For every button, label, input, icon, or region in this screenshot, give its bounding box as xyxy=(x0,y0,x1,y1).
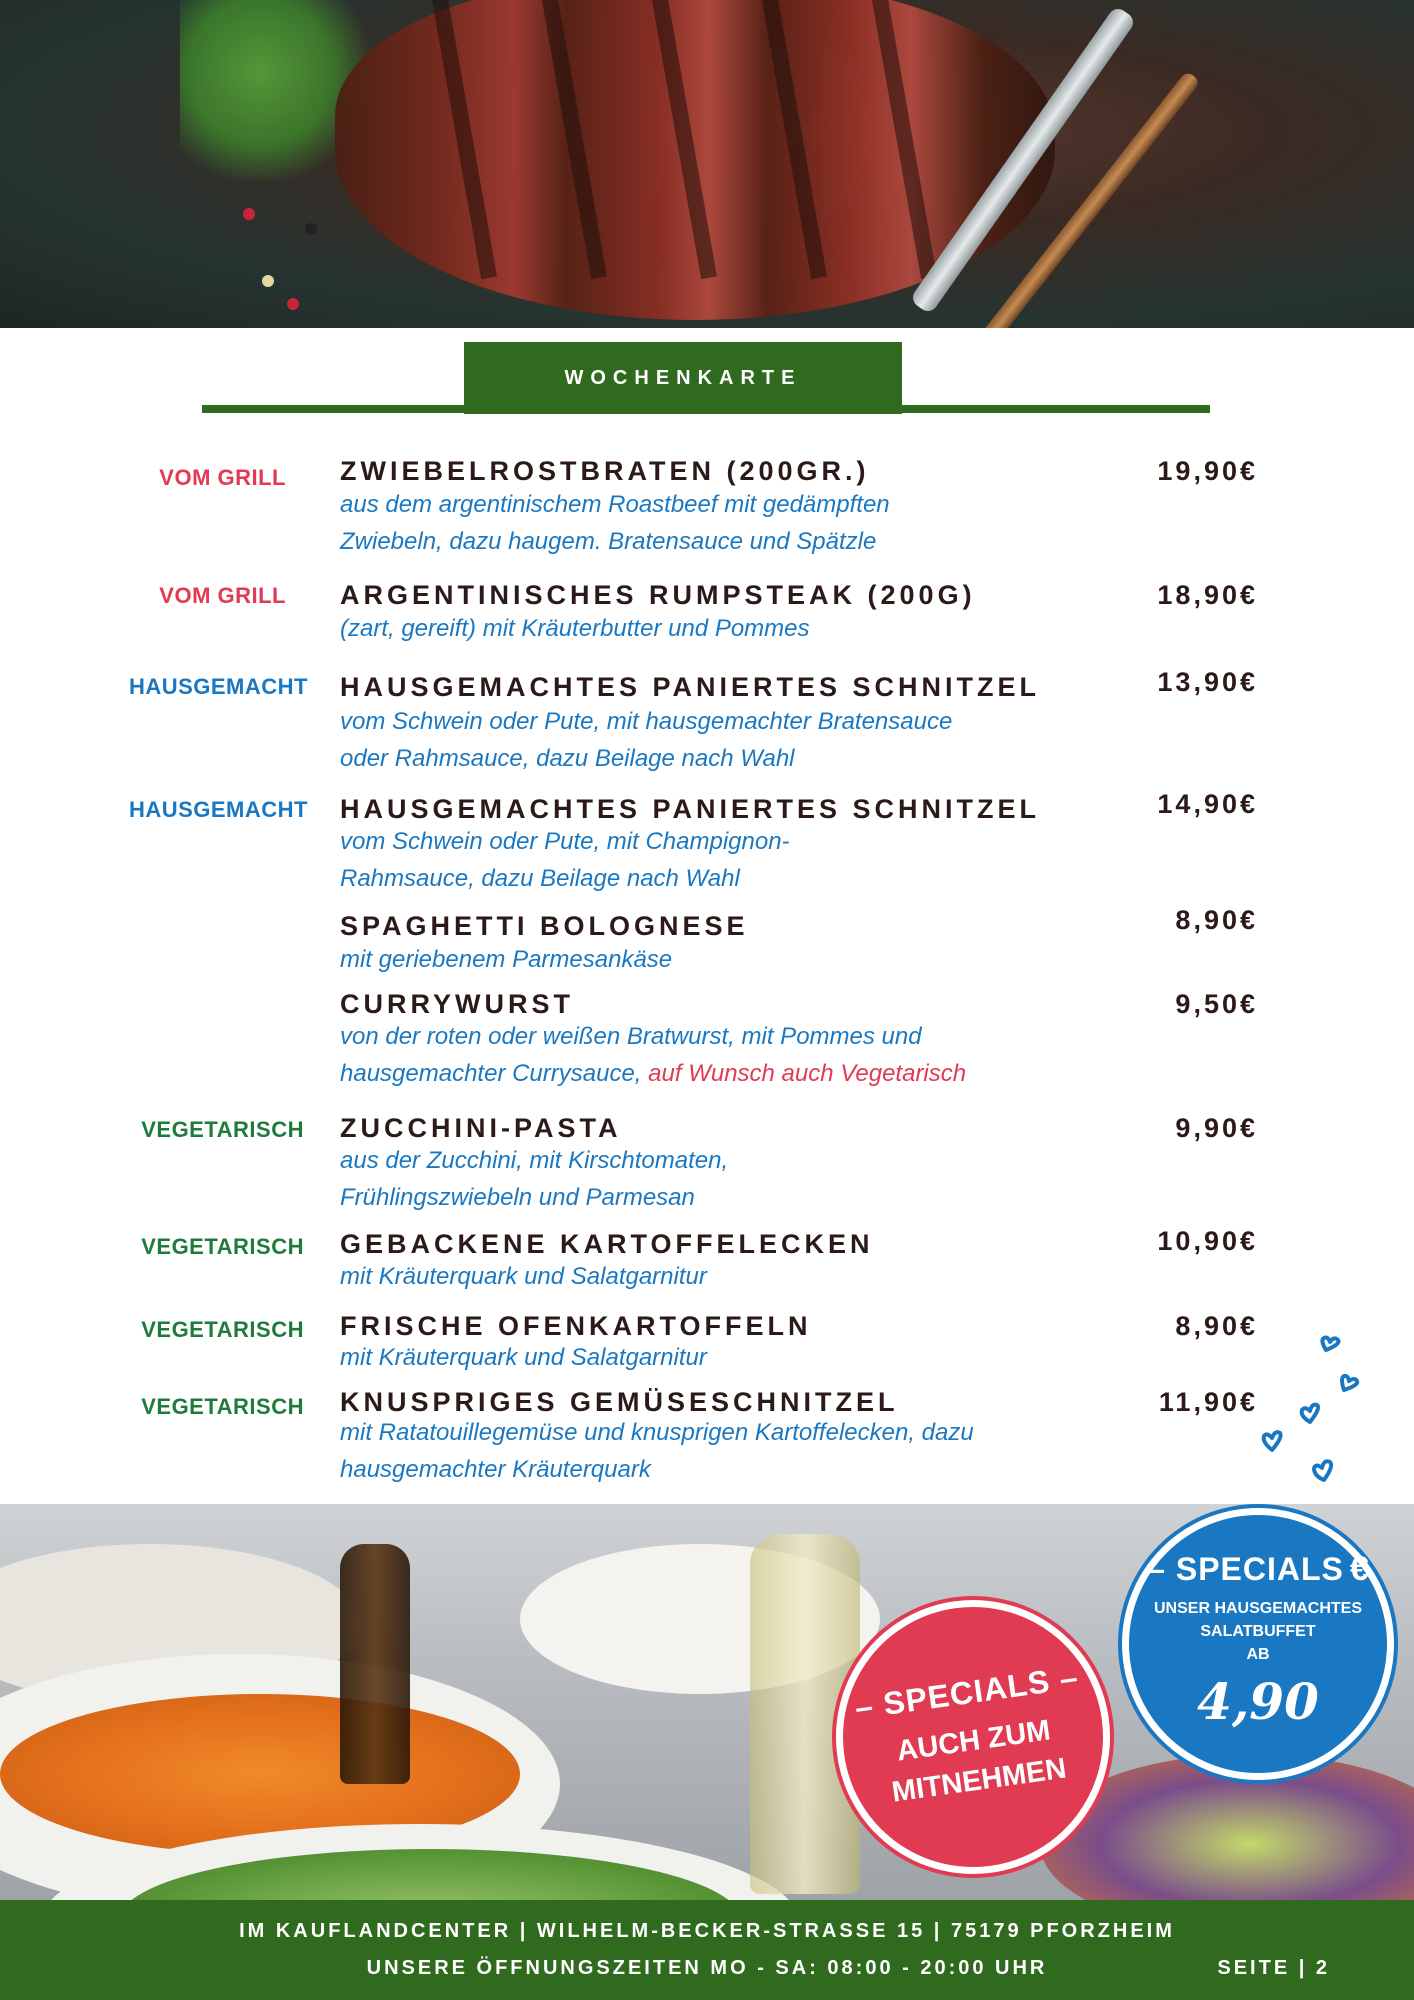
menu-tag: HAUSGEMACHT xyxy=(128,797,308,822)
dish-price: 9,90€ xyxy=(1175,1113,1258,1143)
description-line: Rahmsauce, dazu Beilage nach Wahl xyxy=(340,865,740,892)
dish-name: ZWIEBELROSTBRATEN (200GR.) xyxy=(340,456,870,486)
menu-tag: VEGETARISCH xyxy=(141,1317,304,1342)
dish-description xyxy=(340,823,1060,897)
dish-description xyxy=(340,486,1060,560)
badge-line: AUCH ZUM xyxy=(894,1713,1053,1768)
dish-price: 8,90€ xyxy=(1175,1311,1258,1341)
description-line: aus dem argentinischem Roastbeef mit gedämpften xyxy=(340,491,890,518)
title-banner xyxy=(464,342,902,414)
description-line: aus der Zucchini, mit Kirschtomaten, xyxy=(340,1147,729,1174)
dish-description xyxy=(340,1339,1060,1376)
badge-title: – SPECIALS xyxy=(1147,1550,1344,1587)
menu-tag: VEGETARISCH xyxy=(141,1234,304,1259)
description-line: mit geriebenem Parmesankäse xyxy=(340,946,673,973)
dish-price: 10,90€ xyxy=(1157,1226,1258,1256)
specials-badge-salad-buffet xyxy=(1122,1508,1394,1780)
dish-name: KNUSPRIGES GEMÜSESCHNITZEL xyxy=(340,1387,899,1417)
heart-icon xyxy=(1314,1461,1331,1480)
dish-name: CURRYWURST xyxy=(340,989,574,1019)
dish-description xyxy=(340,1258,1060,1295)
dish-description xyxy=(340,941,1060,978)
dish-price: 8,90€ xyxy=(1175,905,1258,935)
dish-description xyxy=(340,703,1060,777)
dish-description xyxy=(340,1018,1060,1092)
dish-price: 14,90€ xyxy=(1157,789,1258,819)
heart-icon xyxy=(1342,1376,1357,1390)
euro-icon: € xyxy=(1349,1549,1369,1588)
heart-icon xyxy=(1322,1338,1338,1351)
dish-name: HAUSGEMACHTES PANIERTES SCHNITZEL xyxy=(340,672,1041,702)
hearts-decoration xyxy=(1250,1330,1380,1490)
page-number: SEITE | 2 xyxy=(1217,1957,1330,1979)
badge-title: – SPECIALS – xyxy=(852,1658,1081,1726)
description-line: mit Kräuterquark und Salatgarnitur xyxy=(340,1344,707,1371)
badge-line: MITNEHMEN xyxy=(889,1752,1069,1809)
description-line: hausgemachter Currysauce, xyxy=(340,1060,642,1087)
description-line: hausgemachter Kräuterquark xyxy=(340,1456,651,1483)
badge-line: AB xyxy=(1246,1645,1270,1663)
description-line: vom Schwein oder Pute, mit Champignon- xyxy=(340,828,790,855)
header-photo-steak xyxy=(0,0,1414,328)
description-line: (zart, gereift) mit Kräuterbutter und Pommes xyxy=(340,615,810,642)
description-line: mit Ratatouillegemüse und knusprigen Kartoffelecken, dazu xyxy=(340,1419,974,1446)
dish-name: ZUCCHINI-PASTA xyxy=(340,1113,622,1143)
description-line: Frühlingszwiebeln und Parmesan xyxy=(340,1184,695,1211)
badge-line: UNSER HAUSGEMACHTES xyxy=(1153,1599,1362,1617)
dish-description xyxy=(340,1414,1060,1488)
menu-tag: VEGETARISCH xyxy=(141,1117,304,1142)
dish-price: 11,90€ xyxy=(1158,1387,1258,1417)
dish-price: 19,90€ xyxy=(1157,456,1258,486)
heart-icon xyxy=(1302,1405,1318,1422)
page-title: WOCHENKARTE xyxy=(564,366,802,389)
description-line: oder Rahmsauce, dazu Beilage nach Wahl xyxy=(340,745,795,772)
menu-tag: VOM GRILL xyxy=(159,583,286,608)
footer-bar xyxy=(0,1900,1414,2000)
footer-address: IM KAUFLANDCENTER | WILHELM-BECKER-STRASSE 15 | 75179 PFORZHEIM xyxy=(239,1920,1175,1942)
vegetarian-option-note: auf Wunsch auch Vegetarisch xyxy=(648,1060,967,1087)
dish-price: 13,90€ xyxy=(1157,667,1258,697)
dish-name: FRISCHE OFENKARTOFFELN xyxy=(340,1311,812,1341)
menu-tag: VOM GRILL xyxy=(159,465,286,490)
menu-tag: VEGETARISCH xyxy=(141,1394,304,1419)
heart-icon xyxy=(1264,1432,1281,1450)
description-line: von der roten oder weißen Bratwurst, mit Pommes und xyxy=(340,1023,922,1050)
dish-description xyxy=(340,610,1060,647)
badge-price: 4,90 xyxy=(1197,1671,1319,1731)
badge-line: SALATBUFFET xyxy=(1200,1622,1316,1640)
description-line: vom Schwein oder Pute, mit hausgemachter Bratensauce xyxy=(340,708,953,735)
dish-price: 18,90€ xyxy=(1157,580,1258,610)
dish-name: HAUSGEMACHTES PANIERTES SCHNITZEL xyxy=(340,794,1041,824)
footer-opening-hours: UNSERE ÖFFNUNGSZEITEN MO - SA: 08:00 - 20:00 UHR xyxy=(366,1957,1048,1979)
oil-bottle-image xyxy=(340,1544,410,1784)
menu-tag: HAUSGEMACHT xyxy=(128,674,308,699)
dish-name: GEBACKENE KARTOFFELECKEN xyxy=(340,1229,874,1259)
dish-description xyxy=(340,1142,1060,1216)
description-line: Zwiebeln, dazu haugem. Bratensauce und Spätzle xyxy=(340,528,877,555)
dish-name: ARGENTINISCHES RUMPSTEAK (200G) xyxy=(340,580,976,610)
dish-price: 9,50€ xyxy=(1175,989,1258,1019)
description-line: mit Kräuterquark und Salatgarnitur xyxy=(340,1263,707,1290)
dish-name: SPAGHETTI BOLOGNESE xyxy=(340,911,749,941)
